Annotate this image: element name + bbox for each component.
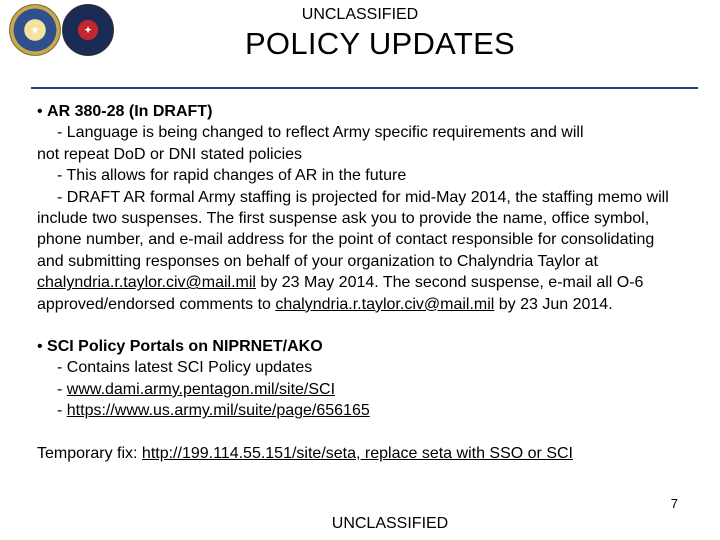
header-classification: UNCLASSIFIED: [301, 6, 419, 23]
bullet-sci-line1: - Contains latest SCI Policy updates: [57, 359, 313, 377]
dni-seal-icon: ✦: [62, 4, 114, 56]
staffing-text-1: - DRAFT AR formal Army staffing is projected for mid-May 2014, the staffing memo will include two suspenses. The first suspense ask you to provide the name, office symbol, phone number, and e-mail address for the point of contact responsible for consolidating and submitting responses on behalf of your organization to Chalyndria Taylor at: [37, 188, 669, 270]
email-link-2[interactable]: chalyndria.r.taylor.civ@mail.mil: [275, 295, 495, 313]
staffing-text-2: by 23 May 2014. The second suspense, e-mail all O-6 approved/endorsed comments to: [37, 274, 644, 313]
temp-fix-link[interactable]: [142, 445, 573, 462]
bullet-ar380: • AR 380-28 (In DRAFT): [37, 103, 213, 120]
army-seal-icon: ★: [9, 4, 61, 56]
temp-fix-prefix: Temporary fix:: [37, 444, 142, 462]
bullet-ar380-line1: - Language is being changed to reflect Army specific requirements and will: [57, 124, 584, 142]
sci-portal-link[interactable]: www.dami.army.pentagon.mil/site/SCI: [66, 380, 336, 398]
slide-body: [37, 101, 677, 464]
bullet-sci-heading: SCI Policy Portals on NIPRNET/AKO: [47, 338, 323, 356]
page-number: 7: [670, 496, 678, 511]
bullet-sci-link2-row: [37, 400, 677, 421]
title-divider: [31, 87, 698, 89]
bullet-ar380-line4: [37, 187, 677, 315]
dash: -: [57, 402, 67, 420]
dash: -: [57, 380, 67, 398]
temp-fix-suffix: , replace seta with SSO or SCI: [356, 444, 573, 462]
bullet-ar380-line2: not repeat DoD or DNI stated policies: [37, 145, 303, 163]
bullet-ar380-heading: AR 380-28 (In DRAFT): [47, 103, 213, 120]
bullet-sci: • SCI Policy Portals on NIPRNET/AKO: [37, 338, 323, 356]
email-link-1[interactable]: chalyndria.r.taylor.civ@mail.mil: [37, 274, 256, 292]
temp-fix-url[interactable]: http://199.114.55.151/site/seta: [141, 444, 357, 462]
ako-portal-link[interactable]: https://www.us.army.mil/suite/page/656165: [66, 402, 370, 420]
page-title: POLICY UPDATES: [244, 26, 516, 61]
temp-fix: [37, 443, 677, 464]
footer-classification: UNCLASSIFIED: [331, 515, 449, 532]
staffing-text-3: by 23 Jun 2014.: [494, 295, 613, 313]
bullet-sci-link1-row: [37, 379, 677, 400]
bullet-ar380-line3: - This allows for rapid changes of AR in the future: [57, 167, 407, 185]
